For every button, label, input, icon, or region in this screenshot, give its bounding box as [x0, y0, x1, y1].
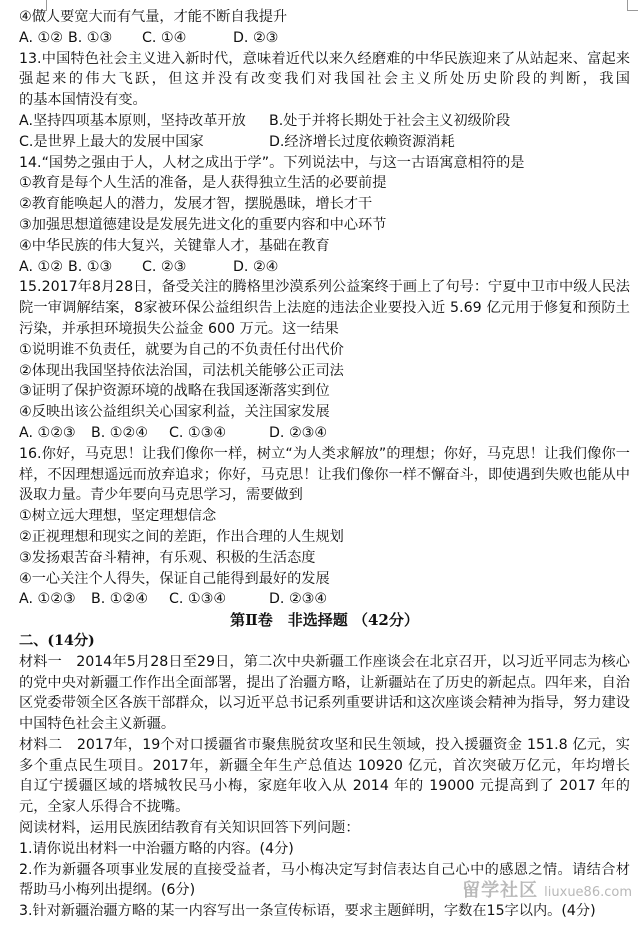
option-a: A. ①②③ [19, 591, 76, 608]
material2-line: 自辽宁援疆区域的塔城牧民马小梅，家庭年收入从 2014 年的 19000 元提高到了 2017 年的 [19, 778, 630, 795]
option-a: A. ①②③ [19, 424, 76, 441]
option-c: C. ②③ [142, 258, 187, 275]
watermark-url: liuxue86.com [544, 885, 632, 900]
q14-stem: 14.“国势之强由于人，人材之成出于学”。下列说法中，与这一古语寓意相符的是 [19, 154, 525, 171]
instruction: 阅读材料，运用民族团结教育有关知识回答下列问题： [19, 820, 360, 837]
q13-stem-line: 13.中国特色社会主义进入新时代，意味着近代以来久经磨难的中华民族迎来了从站起来、富起来 [19, 50, 630, 67]
option-c: C. ①③④ [169, 424, 227, 441]
q16-item: ②正视理想和现实之间的差距，作出合理的人生规划 [19, 528, 344, 545]
q15-stem-line: 15.2017年8月28日，备受关注的腾格里沙漠系列公益案终于画上了句号：宁夏中卫市中级人民法 [19, 279, 630, 296]
question-3: 3.针对新疆治疆方略的某一内容写出一条宣传标语，要求主题鲜明，字数在15字以内。(4分) [19, 903, 596, 920]
option-d: D. ②④ [233, 258, 279, 275]
q15-item: ②体现出我国坚持依法治国，司法机关能够公正司法 [19, 362, 344, 379]
q16-item: ③发扬艰苦奋斗精神，有乐观、积极的生活态度 [19, 549, 316, 566]
q16-stem-line: 16.你好，马克思！让我们像你一样，树立“为人类求解放”的理想；你好，马克思！让我们像你一 [19, 445, 630, 462]
option-d: D. ②③ [233, 29, 279, 46]
q14-item: ④中华民族的伟大复兴，关键靠人才，基础在教育 [19, 237, 330, 254]
material1-line: 的党中央对新疆工作作出全面部署，提出了治疆方略，让新疆站在了历史的新起点。四年来，自治 [19, 674, 630, 691]
q15-stem-line: 院一审调解结案，8家被环保公益组织告上法庭的违法企业要投入近 5.69 亿元用于修复和预防土 [19, 300, 630, 317]
option-a: A. ①② [19, 258, 63, 275]
option-b: B. ①②④ [91, 591, 148, 608]
q15-item: ①说明谁不负责任，就要为自己的不负责任付出代价 [19, 341, 344, 358]
q15-stem-line: 污染，并承担环境损失公益金 600 万元。这一结果 [19, 320, 339, 337]
q16-item: ①树立远大理想，坚定理想信念 [19, 508, 217, 525]
question-1: 1.请你说出材料一中治疆方略的内容。(4分) [19, 840, 294, 857]
q14-item: ②教育能唤起人的潜力，发展才智，摆脱愚昧，增长才干 [19, 196, 373, 213]
q13-stem-line: 强起来的伟大飞跃，但这并没有改变我们对我国社会主义所处历史阶段的判断，我国 [19, 71, 630, 88]
q12-options [19, 28, 630, 49]
option-a: A. ①② [19, 29, 63, 46]
option-c: C. ①③④ [169, 591, 227, 608]
material1-line: 中国特色社会主义新疆。 [19, 716, 176, 733]
option-b: B. ①②④ [91, 424, 148, 441]
q16-stem-line: 汲取力量。青少年要向马克思学习，需要做到 [19, 487, 303, 504]
q14-options [19, 257, 630, 278]
q16-stem-line: 样，不因理想遥远而放弃追求；你好，马克思！让我们像你一样不懈奋斗，即使遇到失败也能从中 [19, 466, 630, 483]
option-a: A.坚持四项基本原则，坚持改革开放 [19, 112, 246, 129]
material2-line: 材料二 2017年，19个对口援疆省市聚焦脱贫攻坚和民生领域，投入援疆资金 151.8 亿元，实 [19, 736, 630, 753]
option-d: D. ②③④ [269, 424, 328, 441]
question-2: 2.作为新疆各项事业发展的直接受益者，马小梅决定写封信表达自己心中的感恩之情。请结合材 [19, 861, 630, 878]
q15-options [19, 423, 630, 444]
q13-stem-line: 的基本国情没有变。 [19, 92, 147, 109]
q16-options [19, 589, 630, 610]
material1-line: 材料一 2014年5月28日至29日，第二次中央新疆工作座谈会在北京召开，以习近平同志为核心 [19, 653, 630, 670]
q15-item: ③证明了保护资源环境的战略在我国逐渐落实到位 [19, 383, 330, 400]
q13-options-row1 [19, 111, 630, 132]
option-b: B.处于并将长期处于社会主义初级阶段 [269, 112, 511, 129]
option-c: C. ①④ [142, 29, 187, 46]
q16-item: ④一心关注个人得失，保证自己能得到最好的发展 [19, 570, 330, 587]
option-c: C.是世界上最大的发展中国家 [19, 133, 204, 150]
option-d: D. ②③④ [269, 591, 328, 608]
q13-options-row2 [19, 132, 630, 153]
q15-item: ④反映出该公益组织关心国家利益，关注国家发展 [19, 404, 330, 421]
material1-line: 区党委带领全区各族干部群众，以习近平总书记系列重要讲话和这次座谈会精神为指导，努力建设 [19, 695, 630, 712]
option-d: D.经济增长过度依赖资源消耗 [269, 133, 455, 150]
option-b: B. ①③ [68, 29, 113, 46]
watermark-logo [462, 880, 632, 901]
option-b: B. ①③ [68, 258, 113, 275]
material2-line: 多个重点民生项目。2017年，新疆全年生产总值达 10920 亿元，首次突破万亿元，年均增长 [19, 757, 630, 774]
exam-page [19, 7, 630, 922]
material2-line: 元，全家人乐得合不拢嘴。 [19, 799, 190, 816]
q14-item: ①教育是每个人生活的准备，是人获得独立生活的必要前提 [19, 175, 387, 192]
part2-title: 第Ⅱ卷 非选择题 （42分） [230, 611, 419, 630]
watermark-logo-text: 留学社区 [462, 880, 539, 901]
question-2-cont: 帮助马小梅列出提纲。(6分) [19, 882, 196, 899]
q12-item-4: ④做人要宽大而有气量，才能不断自我提升 [19, 9, 288, 25]
section-heading: 二、(14分) [19, 632, 95, 649]
q14-item: ③加强思想道德建设是发展先进文化的重要内容和中心环节 [19, 216, 387, 233]
